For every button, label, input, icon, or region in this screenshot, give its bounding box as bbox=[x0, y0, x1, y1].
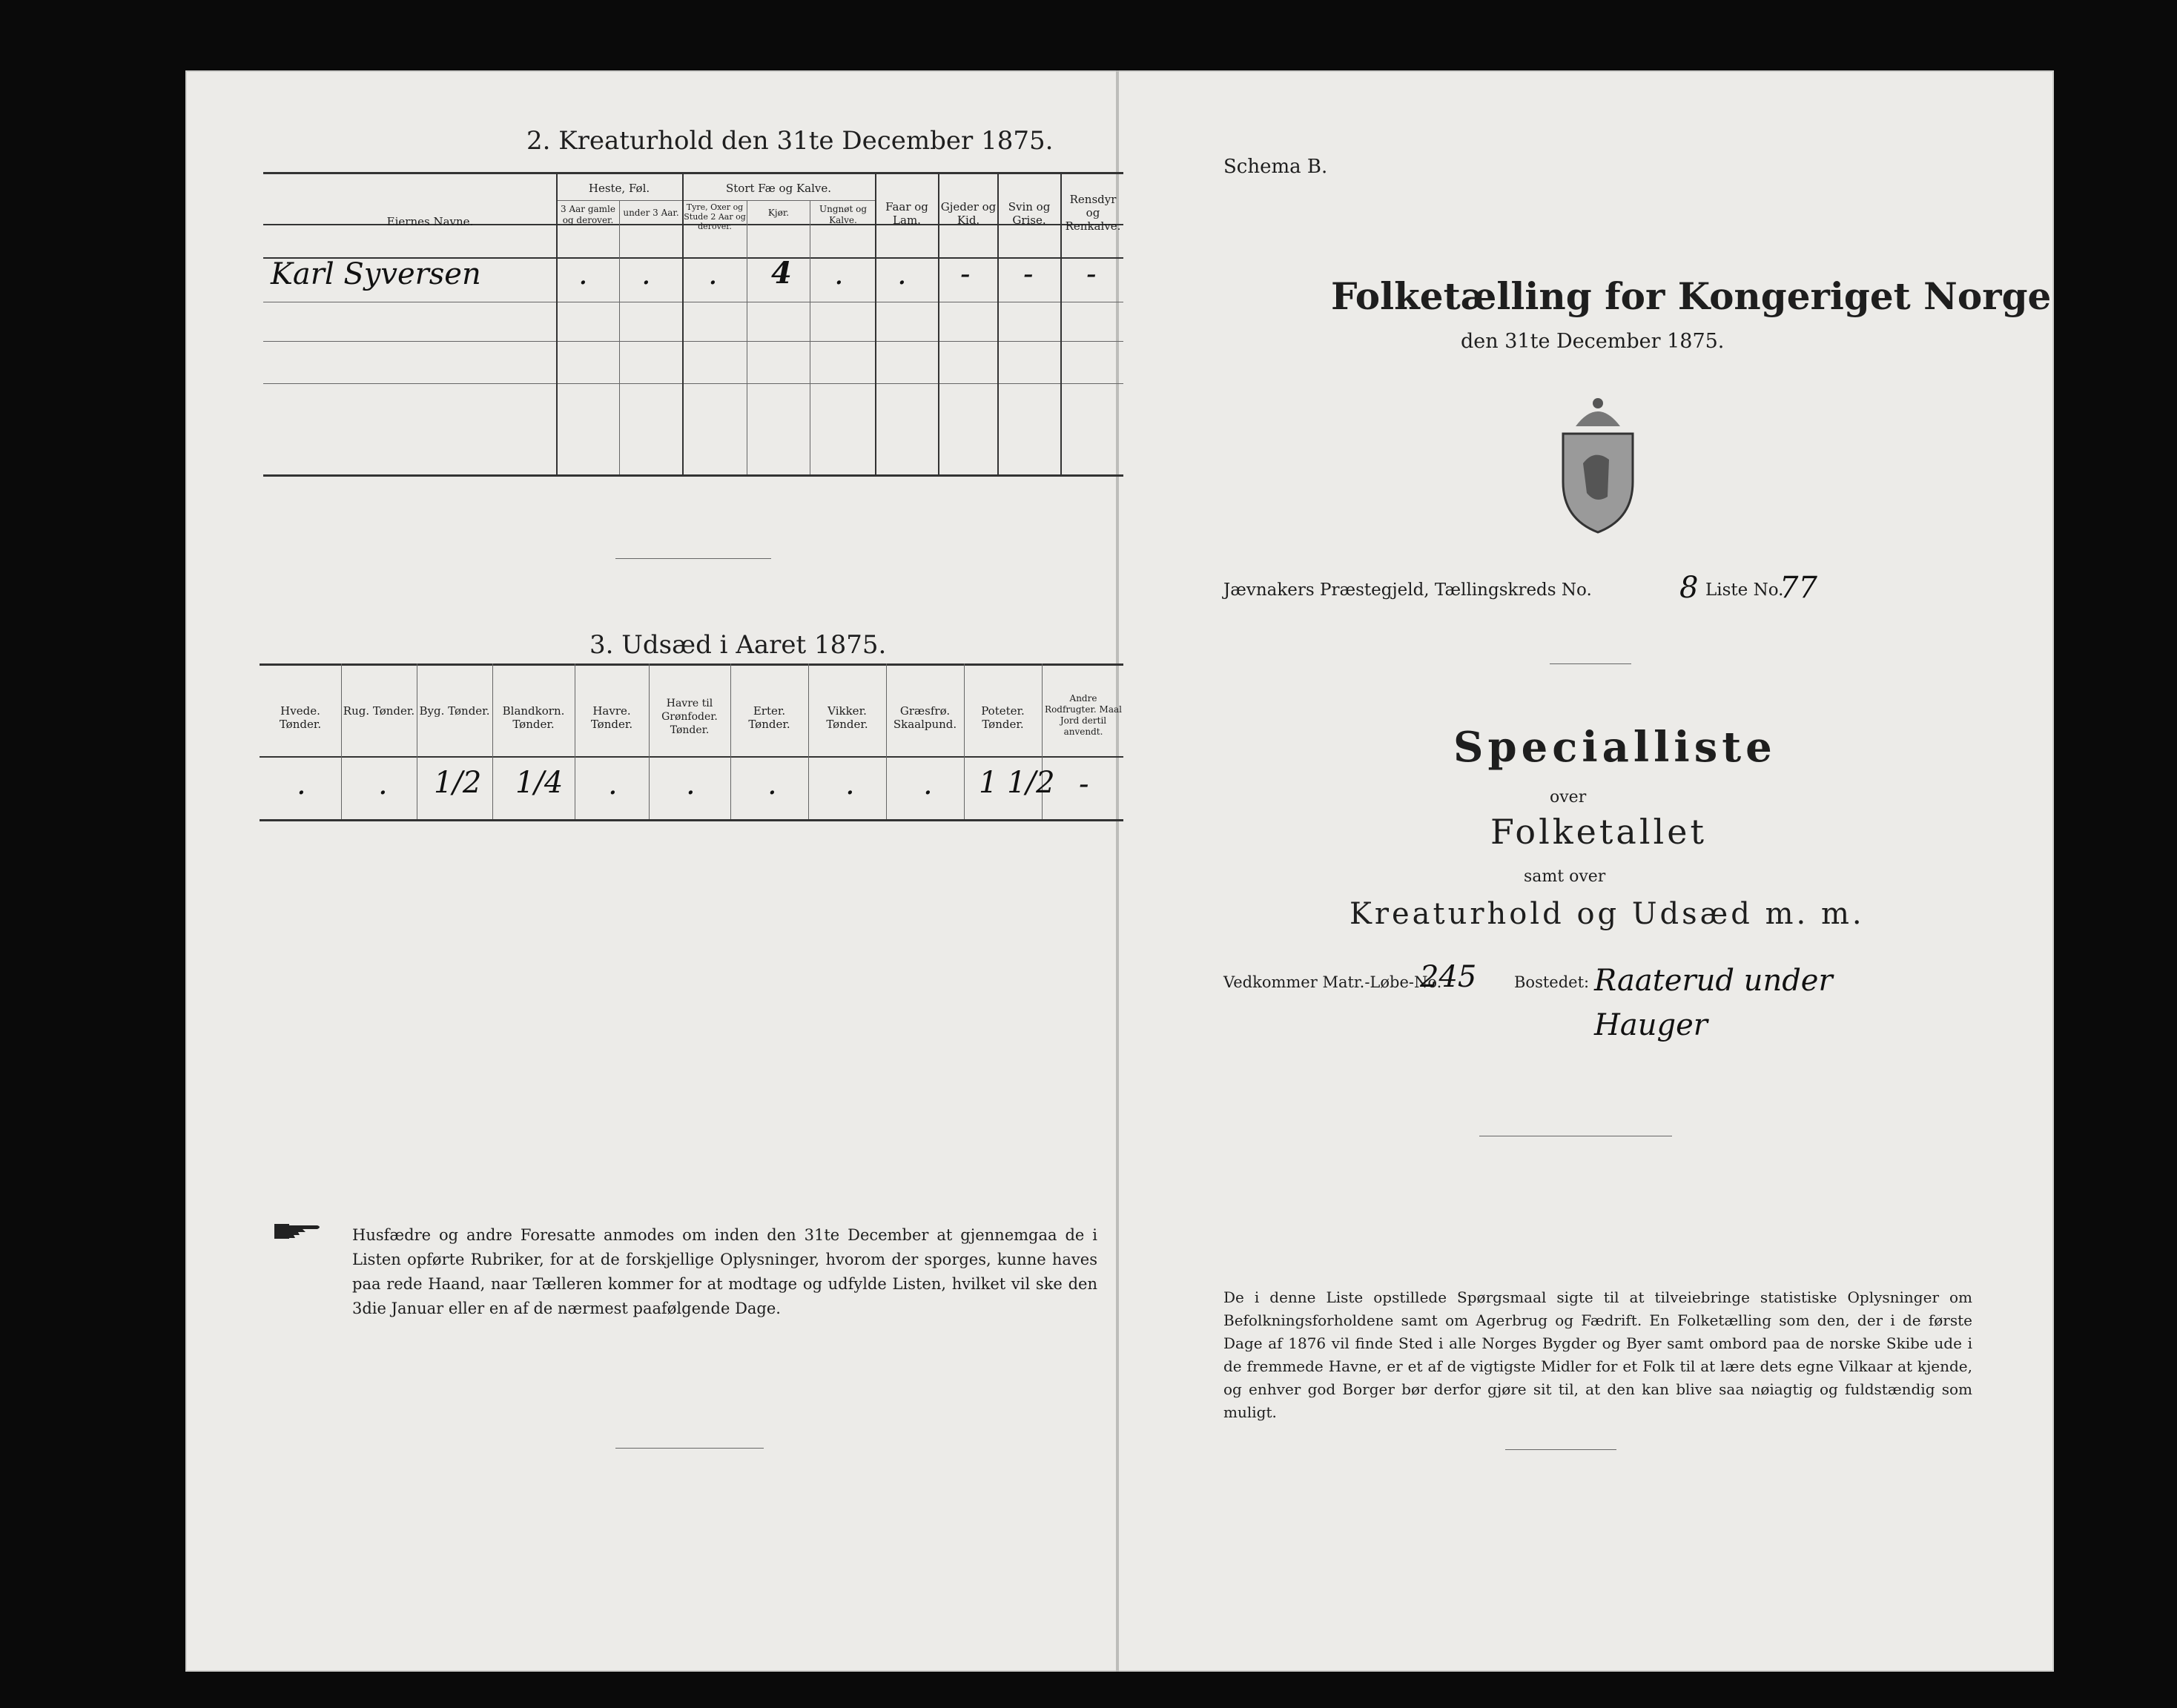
oats-header: Havre. Tønder. bbox=[590, 704, 633, 731]
kreds-number: 8 bbox=[1679, 571, 1699, 605]
root-crops-header: Andre Rodfrugter. Maal Jord dertil anvendt. bbox=[1045, 693, 1122, 737]
samt-over-text: samt over bbox=[1524, 867, 1606, 886]
cattle-header: Stort Fæ og Kalve. bbox=[725, 182, 832, 195]
cell: - bbox=[1086, 257, 1097, 291]
sheep-header: Faar og Lam. bbox=[885, 200, 928, 227]
cows-header: Kjør. bbox=[767, 208, 790, 218]
cell: - bbox=[1023, 257, 1034, 291]
liste-label: Liste No. bbox=[1705, 580, 1784, 600]
norwegian-coat-of-arms-icon bbox=[1550, 393, 1646, 534]
horses-3yr-header: 3 Aar gamle og derover. bbox=[561, 204, 615, 225]
peas-header: Erter. Tønder. bbox=[748, 704, 790, 731]
census-title: Folketælling for Kongeriget Norge bbox=[1331, 274, 2052, 318]
horses-header: Heste, Føl. bbox=[588, 182, 650, 195]
pigs-header: Svin og Grise. bbox=[1008, 200, 1051, 227]
owner-name: Karl Syversen bbox=[271, 257, 481, 291]
cell: . bbox=[608, 767, 618, 801]
footer-text: De i denne Liste opstillede Spørgsmaal sigte til at tilveiebringe statistiske Oplysninger om Befolkningsforholdene samt om Agerbrug og Fædrift. En Folketælling som den, der i de første Dage af 1876 vil finde Sted i alle Norges Bygder og Byer samt ombord paa de norske Skibe ude i de fremmede Havne, er et af de vigtigste Midler for et Folk til at lære dets egne Vilkaar at kjende, og enhver god Borger bør derfor gjøre sit til, at den kan blive saa nøiagtig og fuldstændig som muligt. bbox=[1223, 1288, 1972, 1421]
cell: . bbox=[686, 767, 696, 801]
schema-label: Schema B. bbox=[1223, 156, 1328, 178]
liste-number: 77 bbox=[1780, 571, 1817, 605]
notice-text: Husfædre og andre Foresatte anmodes om inden den 31te December at gjennemgaa de i Listen opførte Rubriker, for at de forskjellige Oplysninger, hvorom der sporges, kunne haves paa rede Haand, naar Tælleren kommer for at modtage og udfylde Listen, hvilket vil ske den 3die Januar eller en af de nærmest paafølgende Dage. bbox=[352, 1226, 1097, 1317]
barley-value: 1/2 bbox=[434, 766, 482, 800]
matr-number: 245 bbox=[1420, 960, 1477, 994]
wheat-header: Hvede. Tønder. bbox=[279, 704, 322, 731]
census-sheet bbox=[185, 70, 2054, 1672]
cows-count: 4 bbox=[771, 256, 792, 291]
cell: . bbox=[897, 257, 907, 291]
cell: . bbox=[845, 767, 855, 801]
cell: - bbox=[1079, 767, 1089, 801]
horses-under3-header: under 3 Aar. bbox=[623, 208, 679, 218]
cell: . bbox=[297, 767, 306, 801]
calves-header: Ungnøt og Kalve. bbox=[819, 204, 868, 225]
bosted-label: Bostedet: bbox=[1514, 973, 1590, 991]
potatoes-header: Poteter. Tønder. bbox=[981, 704, 1025, 731]
cell: . bbox=[578, 257, 588, 291]
barley-header: Byg. Tønder. bbox=[419, 704, 490, 718]
cell: . bbox=[834, 257, 844, 291]
bulls-header: Tyre, Oxer og Stude 2 Aar og derover. bbox=[684, 202, 746, 231]
reindeer-header: Rensdyr og Renkalve. bbox=[1065, 193, 1121, 233]
vetch-header: Vikker. Tønder. bbox=[826, 704, 868, 731]
mixed-grain-value: 1/4 bbox=[515, 766, 564, 800]
cell: . bbox=[378, 767, 388, 801]
specialliste-title: Specialliste bbox=[1453, 723, 1777, 772]
census-date: den 31te December 1875. bbox=[1461, 330, 1725, 353]
oats-fodder-header: Havre til Grønfoder. Tønder. bbox=[661, 698, 718, 736]
bosted-value: Raaterud under Hauger bbox=[1594, 964, 1833, 1042]
cell: - bbox=[960, 257, 971, 291]
mixed-grain-header: Blandkorn. Tønder. bbox=[502, 704, 565, 731]
goats-header: Gjeder og Kid. bbox=[940, 200, 997, 227]
folketallet-title: Folketallet bbox=[1490, 812, 1707, 852]
rye-header: Rug. Tønder. bbox=[343, 704, 415, 718]
cell: . bbox=[708, 257, 718, 291]
section3-title: 3. Udsæd i Aaret 1875. bbox=[589, 630, 887, 660]
over-text: over bbox=[1550, 788, 1587, 807]
prestegjeld-label: Jævnakers Præstegjeld, Tællingskreds No. bbox=[1223, 580, 1592, 600]
section2-title: 2. Kreaturhold den 31te December 1875. bbox=[526, 126, 1054, 156]
owner-header: Eiernes Navne. bbox=[386, 215, 474, 228]
potatoes-value: 1 1/2 bbox=[979, 766, 1055, 800]
kreaturhold-title: Kreaturhold og Udsæd m. m. bbox=[1350, 897, 1865, 931]
page-fold bbox=[1116, 70, 1119, 1672]
cell: . bbox=[767, 767, 777, 801]
grass-seed-header: Græsfrø. Skaalpund. bbox=[893, 704, 957, 731]
matr-label: Vedkommer Matr.-Løbe-No. bbox=[1223, 973, 1442, 991]
cell: . bbox=[923, 767, 933, 801]
pointing-hand-icon bbox=[273, 1218, 325, 1245]
cell: . bbox=[641, 257, 651, 291]
